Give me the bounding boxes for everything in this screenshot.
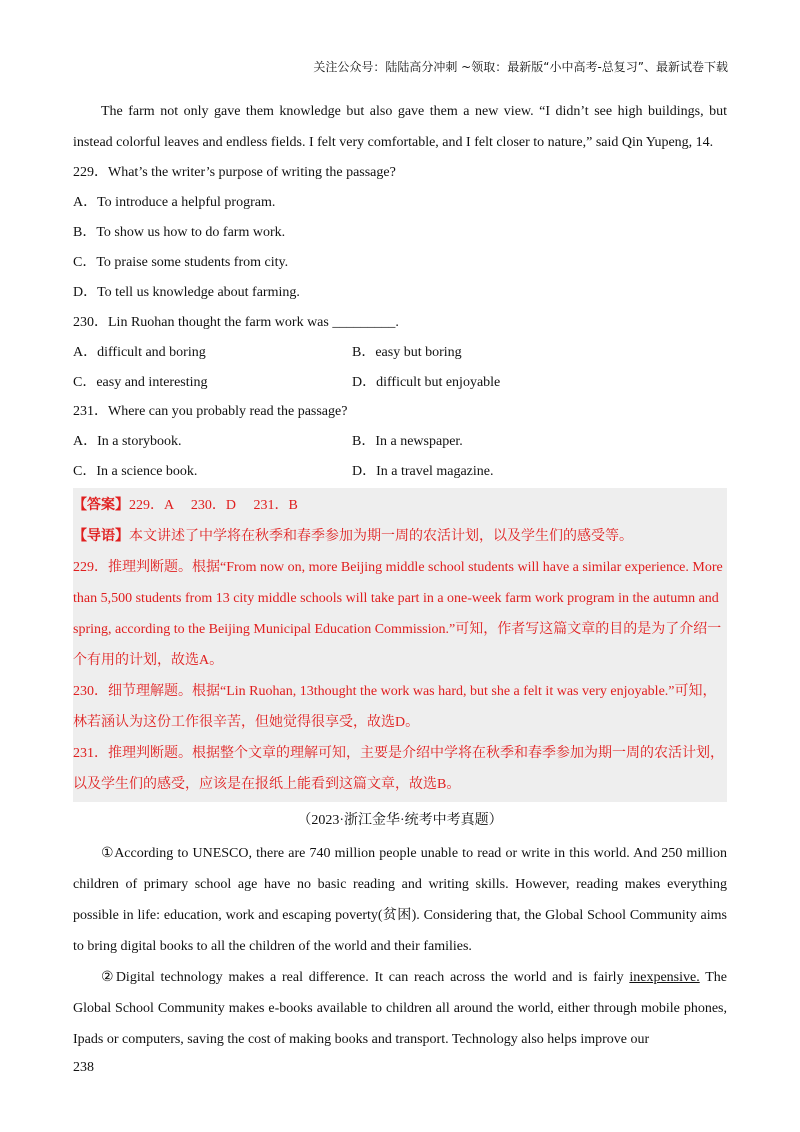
question-231-option-d: D．In a travel magazine.: [352, 463, 494, 479]
answer-text: 229．A 230．D 231．B: [129, 498, 298, 513]
question-231-options-row-1: [73, 427, 727, 457]
question-230-option-d: D．difficult but enjoyable: [352, 374, 501, 390]
page-content: [73, 96, 727, 1055]
guide-line: [73, 521, 727, 552]
intro-paragraph: The farm not only gave them knowledge but also gave them a new view. “I didn’t see high buildings, but instead colorful leaves and endless fields. I felt very comfortable, and I felt closer to nature,” said Qin Yupeng, 14.: [73, 104, 727, 150]
question-231-option-a: A．In a storybook.: [73, 434, 182, 449]
explanation-230: 230．细节理解题。根据“Lin Ruohan, 13thought the work was hard, but she a felt it was very enjoyable.”可知，林若涵认为这份工作很辛苦，但她觉得很享受，故选D。: [73, 684, 717, 730]
page-number: 238: [73, 1060, 94, 1075]
explanation-229: 229．推理判断题。根据“From now on, more Beijing middle school students will have a similar experience. More than 5,500 students from 13 city middle schools will take part in a one-week farm work program in the autumn and spring, according to the Beijing Municipal Education Commission.”可知，作者写这篇文章的目的是为了介绍一个有用的计划，故选A。: [73, 560, 723, 668]
passage-p2-end: The Global School Community makes e-books available to children all around the world, either through mobile phones, Ipads or computers, saving the cost of making books and transport. Technology also helps improve our: [73, 970, 728, 1047]
question-229-stem: 229．What’s the writer’s purpose of writing the passage?: [73, 165, 396, 180]
explanation-231: 231．推理判断题。根据整个文章的理解可知，主要是介绍中学将在秋季和春季参加为期一周的农活计划，以及学生们的感受，应该是在报纸上能看到这篇文章，故选B。: [73, 746, 724, 792]
passage-p2-start: ②Digital technology makes a real difference. It can reach across the world and is fairly: [101, 970, 630, 985]
answer-box: [73, 488, 727, 802]
question-229-option-b: B．To show us how to do farm work.: [73, 225, 286, 240]
page-header: 关注公众号：陆陆高分冲刺 ~领取：最新版“小中高考-总复习”、最新试卷下载: [313, 60, 728, 74]
question-231-option-c: C．In a science book.: [73, 463, 198, 479]
question-230-stem: 230．Lin Ruohan thought the farm work was _________.: [73, 315, 399, 330]
question-229-option-d: D．To tell us knowledge about farming.: [73, 285, 300, 300]
question-230-option-b: B．easy but boring: [352, 345, 462, 360]
question-229-option-c: C．To praise some students from city.: [73, 255, 289, 270]
answer-line: [73, 490, 727, 521]
question-231-options-row-2: [73, 457, 727, 487]
question-230-option-c: C．easy and interesting: [73, 374, 208, 390]
underlined-word: inexpensive.: [629, 970, 700, 985]
question-231-option-b: B．In a newspaper.: [352, 434, 463, 449]
question-230-options-row-2: [73, 368, 727, 398]
guide-text: 本文讲述了中学将在秋季和春季参加为期一周的农活计划，以及学生们的感受等。: [129, 529, 633, 544]
passage-paragraph-1: ①According to UNESCO, there are 740 million people unable to read or write in this world. And 250 million children of primary school age have no basic reading and writing skills. However, reading makes everything possible in life: education, work and escaping poverty(贫困). Considering that, the Global School Community aims to bring digital books to all the children of the world and their families.: [73, 846, 727, 954]
guide-label: 【导语】: [73, 528, 129, 544]
question-source: （2023·浙江金华·统考中考真题）: [297, 813, 503, 828]
passage-paragraph-2: [73, 962, 727, 1055]
question-230-option-a: A．difficult and boring: [73, 345, 206, 360]
question-231-stem: 231．Where can you probably read the passage?: [73, 404, 348, 419]
question-229-option-a: A．To introduce a helpful program.: [73, 195, 276, 210]
question-230-options-row-1: [73, 338, 727, 368]
answer-label: 【答案】: [73, 497, 129, 513]
